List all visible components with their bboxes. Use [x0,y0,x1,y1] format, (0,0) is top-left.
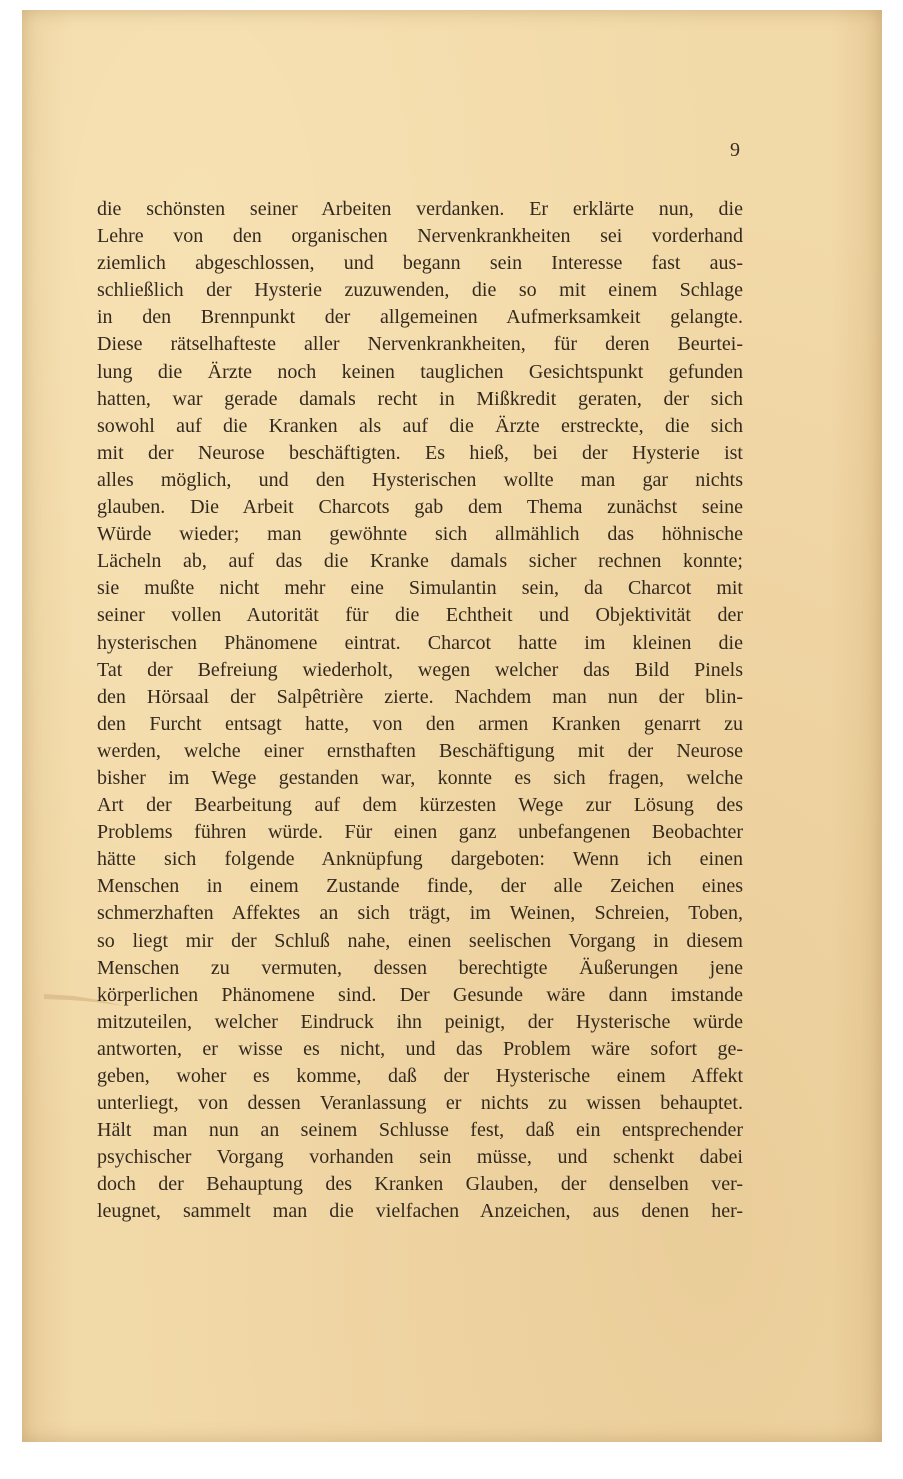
text-line: ziemlich abgeschlossen, und begann sein Interesse fast aus- [97,252,743,275]
text-line: sowohl auf die Kranken als auf die Ärzte erstreckte, die sich [97,414,743,437]
text-line: in den Brennpunkt der allgemeinen Aufmerksamkeit gelangte. [97,306,743,329]
text-line: den Furcht entsagt hatte, von den armen Kranken genarrt zu [97,712,743,735]
text-line: geben, woher es komme, daß der Hysterische einem Affekt [97,1065,743,1087]
book-page [22,10,882,1442]
text-line: hatten, war gerade damals recht in Mißkredit geraten, der sich [97,387,743,410]
text-line: doch der Behauptung des Kranken Glauben, der denselben ver- [97,1173,743,1196]
text-line: hysterischen Phänomene eintrat. Charcot hatte im kleinen die [97,631,743,654]
text-line: schließlich der Hysterie zuzuwenden, die so mit einem Schlage [97,279,743,302]
text-line: mit der Neurose beschäftigten. Es hieß, bei der Hysterie ist [97,441,743,464]
text-line: mitzuteilen, welcher Eindruck ihn peinigt, der Hysterische würde [97,1010,743,1033]
text-line: antworten, er wisse es nicht, und das Problem wäre sofort ge- [97,1037,743,1060]
text-line: Art der Bearbeitung auf dem kürzesten Wege zur Lösung des [97,794,743,817]
text-line: lung die Ärzte noch keinen tauglichen Gesichtspunkt gefunden [97,360,743,383]
text-line: psychischer Vorgang vorhanden sein müsse, und schenkt dabei [97,1146,743,1169]
text-line: seiner vollen Autorität für die Echtheit und Objektivität der [97,604,743,627]
text-line: den Hörsaal der Salpêtrière zierte. Nachdem man nun der blin- [97,685,743,708]
text-line: glauben. Die Arbeit Charcots gab dem Thema zunächst seine [97,496,743,519]
page-number: 9 [730,139,740,161]
text-line: Diese rätselhafteste aller Nervenkrankheiten, für deren Beurtei- [97,333,743,356]
text-line: die schönsten seiner Arbeiten verdanken. Er erklärte nun, die [97,198,743,220]
text-line: Lächeln ab, auf das die Kranke damals sicher rechnen konnte; [97,550,743,573]
text-line: körperlichen Phänomene sind. Der Gesunde wäre dann imstande [97,983,743,1006]
text-line: Tat der Befreiung wiederholt, wegen welcher das Bild Pinels [97,658,743,681]
text-line: alles möglich, und den Hysterischen wollte man gar nichts [97,468,743,491]
text-line: sie mußte nicht mehr eine Simulantin sein, da Charcot mit [97,577,743,600]
text-line: Menschen in einem Zustande finde, der alle Zeichen eines [97,875,743,898]
text-line: so liegt mir der Schluß nahe, einen seelischen Vorgang in diesem [97,929,743,952]
text-line: Lehre von den organischen Nervenkrankheiten sei vorderhand [97,225,743,248]
text-line: unterliegt, von dessen Veranlassung er nichts zu wissen behauptet. [97,1092,743,1115]
text-line: werden, welche einer ernsthaften Beschäftigung mit der Neurose [97,739,743,762]
text-line: bisher im Wege gestanden war, konnte es sich fragen, welche [97,766,743,789]
text-line: schmerzhaften Affektes an sich trägt, im Weinen, Schreien, Toben, [97,902,743,925]
text-line: hätte sich folgende Anknüpfung dargeboten: Wenn ich einen [97,848,743,871]
text-line: Hält man nun an seinem Schlusse fest, daß ein entsprechender [97,1119,743,1142]
text-line: Problems führen würde. Für einen ganz unbefangenen Beobachter [97,821,743,844]
text-line: leugnet, sammelt man die vielfachen Anzeichen, aus denen her- [97,1200,743,1223]
text-line: Würde wieder; man gewöhnte sich allmählich das höhnische [97,523,743,546]
body-text [97,196,743,1226]
text-line: Menschen zu vermuten, dessen berechtigte Äußerungen jene [97,956,743,979]
